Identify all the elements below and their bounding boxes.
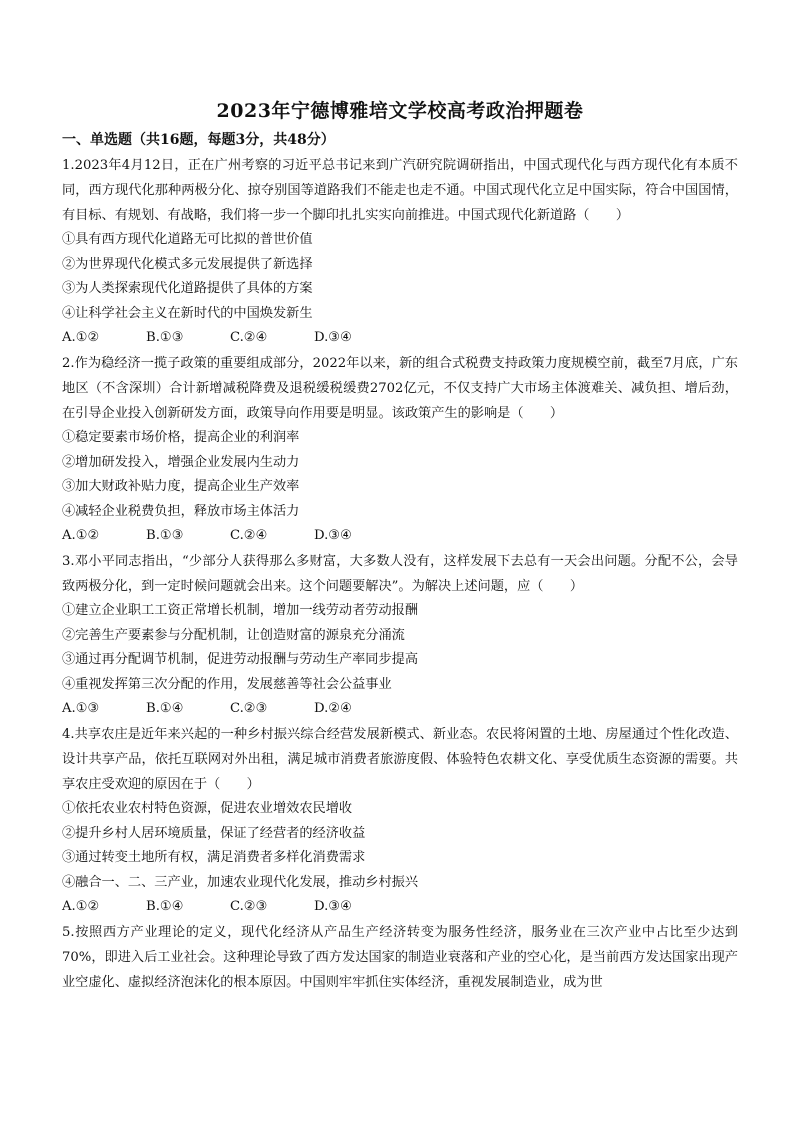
statement-option: ②完善生产要素参与分配机制，让创造财富的源泉充分涌流: [62, 627, 405, 643]
statement-option: ④减轻企业税费负担，释放市场主体活力: [62, 503, 300, 519]
statement-option: ②为世界现代化模式多元发展提供了新选择: [62, 256, 313, 272]
question-stem: 4.共享农庄是近年来兴起的一种乡村振兴综合经营发展新模式、新业态。农民将闲置的土地、房屋通过个性化改造、设计共享产品，依托互联网对外出租，满足城市消费者旅游度假、体验特色农耕文化、享受优质生态资源的需要。共享农庄受欢迎的原因在于（ ）: [62, 726, 738, 792]
question-5: [62, 920, 738, 995]
question-stem: 3.邓小平同志指出，“少部分人获得那么多财富，大多数人没有，这样发展下去总有一天会出问题。分配不公，会导致两极分化，到一定时候问题就会出来。这个问题要解决”。为解决上述问题，应（ ）: [62, 553, 738, 594]
question-stem: 5.按照西方产业理论的定义，现代化经济从产品生产经济转变为服务性经济，服务业在三次产业中占比至少达到70%，即进入后工业社会。这种理论导致了西方发达国家的制造业衰落和产业的空心化，是当前西方发达国家出现产业空虚化、虚拟经济泡沫化的根本原因。中国则牢牢抓住实体经济，重视发展制造业，成为世: [62, 924, 738, 990]
statement-option: ②提升乡村人居环境质量，保证了经营者的经济收益: [62, 825, 366, 841]
statement-option: ③为人类探索现代化道路提供了具体的方案: [62, 281, 313, 297]
question-2: [62, 351, 738, 549]
choice-b: B.①③: [146, 330, 184, 346]
choice-d: D.③④: [314, 899, 352, 915]
question-3: [62, 549, 738, 722]
statement-option: ④让科学社会主义在新时代的中国焕发新生: [62, 305, 313, 321]
statement-option: ③加大财政补贴力度，提高企业生产效率: [62, 479, 300, 495]
answer-choices: [62, 697, 738, 722]
choice-d: D.②④: [314, 701, 352, 717]
choice-a: A.①②: [62, 899, 100, 915]
choice-c: C.②③: [230, 899, 268, 915]
answer-choices: [62, 895, 738, 920]
statement-option: ②增加研发投入，增强企业发展内生动力: [62, 454, 300, 470]
statement-option: ③通过转变土地所有权，满足消费者多样化消费需求: [62, 850, 366, 866]
statement-option: ④重视发挥第三次分配的作用，发展慈善等社会公益事业: [62, 676, 392, 692]
choice-a: A.①③: [62, 701, 100, 717]
exam-title: 2023年宁德博雅培文学校高考政治押题卷: [216, 100, 584, 122]
exam-page: [62, 96, 738, 995]
choice-b: B.①④: [146, 701, 184, 717]
choice-b: B.①③: [146, 528, 184, 544]
statement-option: ①依托农业农村特色资源，促进农业增效农民增收: [62, 800, 353, 816]
choice-c: C.②④: [230, 528, 268, 544]
question-1: [62, 153, 738, 351]
question-stem: 1.2023年4月12日，正在广州考察的习近平总书记来到广汽研究院调研指出，中国式现代化与西方现代化有本质不同，西方现代化那种两极分化、掠夺别国等道路我们不能走也走不通。中国式现代化立足中国实际，符合中国国情，有目标、有规划、有战略，我们将一步一个脚印扎扎实实向前推进。中国式现代化新道路（ ）: [62, 158, 738, 223]
choice-a: A.①②: [62, 330, 100, 346]
section-heading: 一、单选题（共16题，每题3分，共48分）: [62, 132, 335, 148]
choice-d: D.③④: [314, 330, 352, 346]
question-stem: 2.作为稳经济一揽子政策的重要组成部分，2022年以来，新的组合式税费支持政策力度规模空前，截至7月底，广东地区（不含深圳）合计新增减税降费及退税缓税缓费2702亿元，不仅支持广大市场主体渡难关、减负担、增后劲，在引导企业投入创新研发方面，政策导向作用要是明显。该政策产生的影响是（ ）: [62, 355, 738, 421]
choice-d: D.③④: [314, 528, 352, 544]
statement-option: ③通过再分配调节机制，促进劳动报酬与劳动生产率同步提高: [62, 652, 419, 668]
choice-b: B.①④: [146, 899, 184, 915]
answer-choices: [62, 524, 738, 549]
choice-a: A.①②: [62, 528, 100, 544]
statement-option: ①稳定要素市场价格，提高企业的利润率: [62, 429, 300, 445]
choice-c: C.②④: [230, 330, 268, 346]
statement-option: ④融合一、二、三产业，加速农业现代化发展，推动乡村振兴: [62, 874, 419, 890]
choice-c: C.②③: [230, 701, 268, 717]
statement-option: ①建立企业职工工资正常增长机制，增加一线劳动者劳动报酬: [62, 602, 419, 618]
statement-option: ①具有西方现代化道路无可比拟的普世价值: [62, 232, 313, 247]
answer-choices: [62, 326, 738, 351]
question-4: [62, 722, 738, 920]
